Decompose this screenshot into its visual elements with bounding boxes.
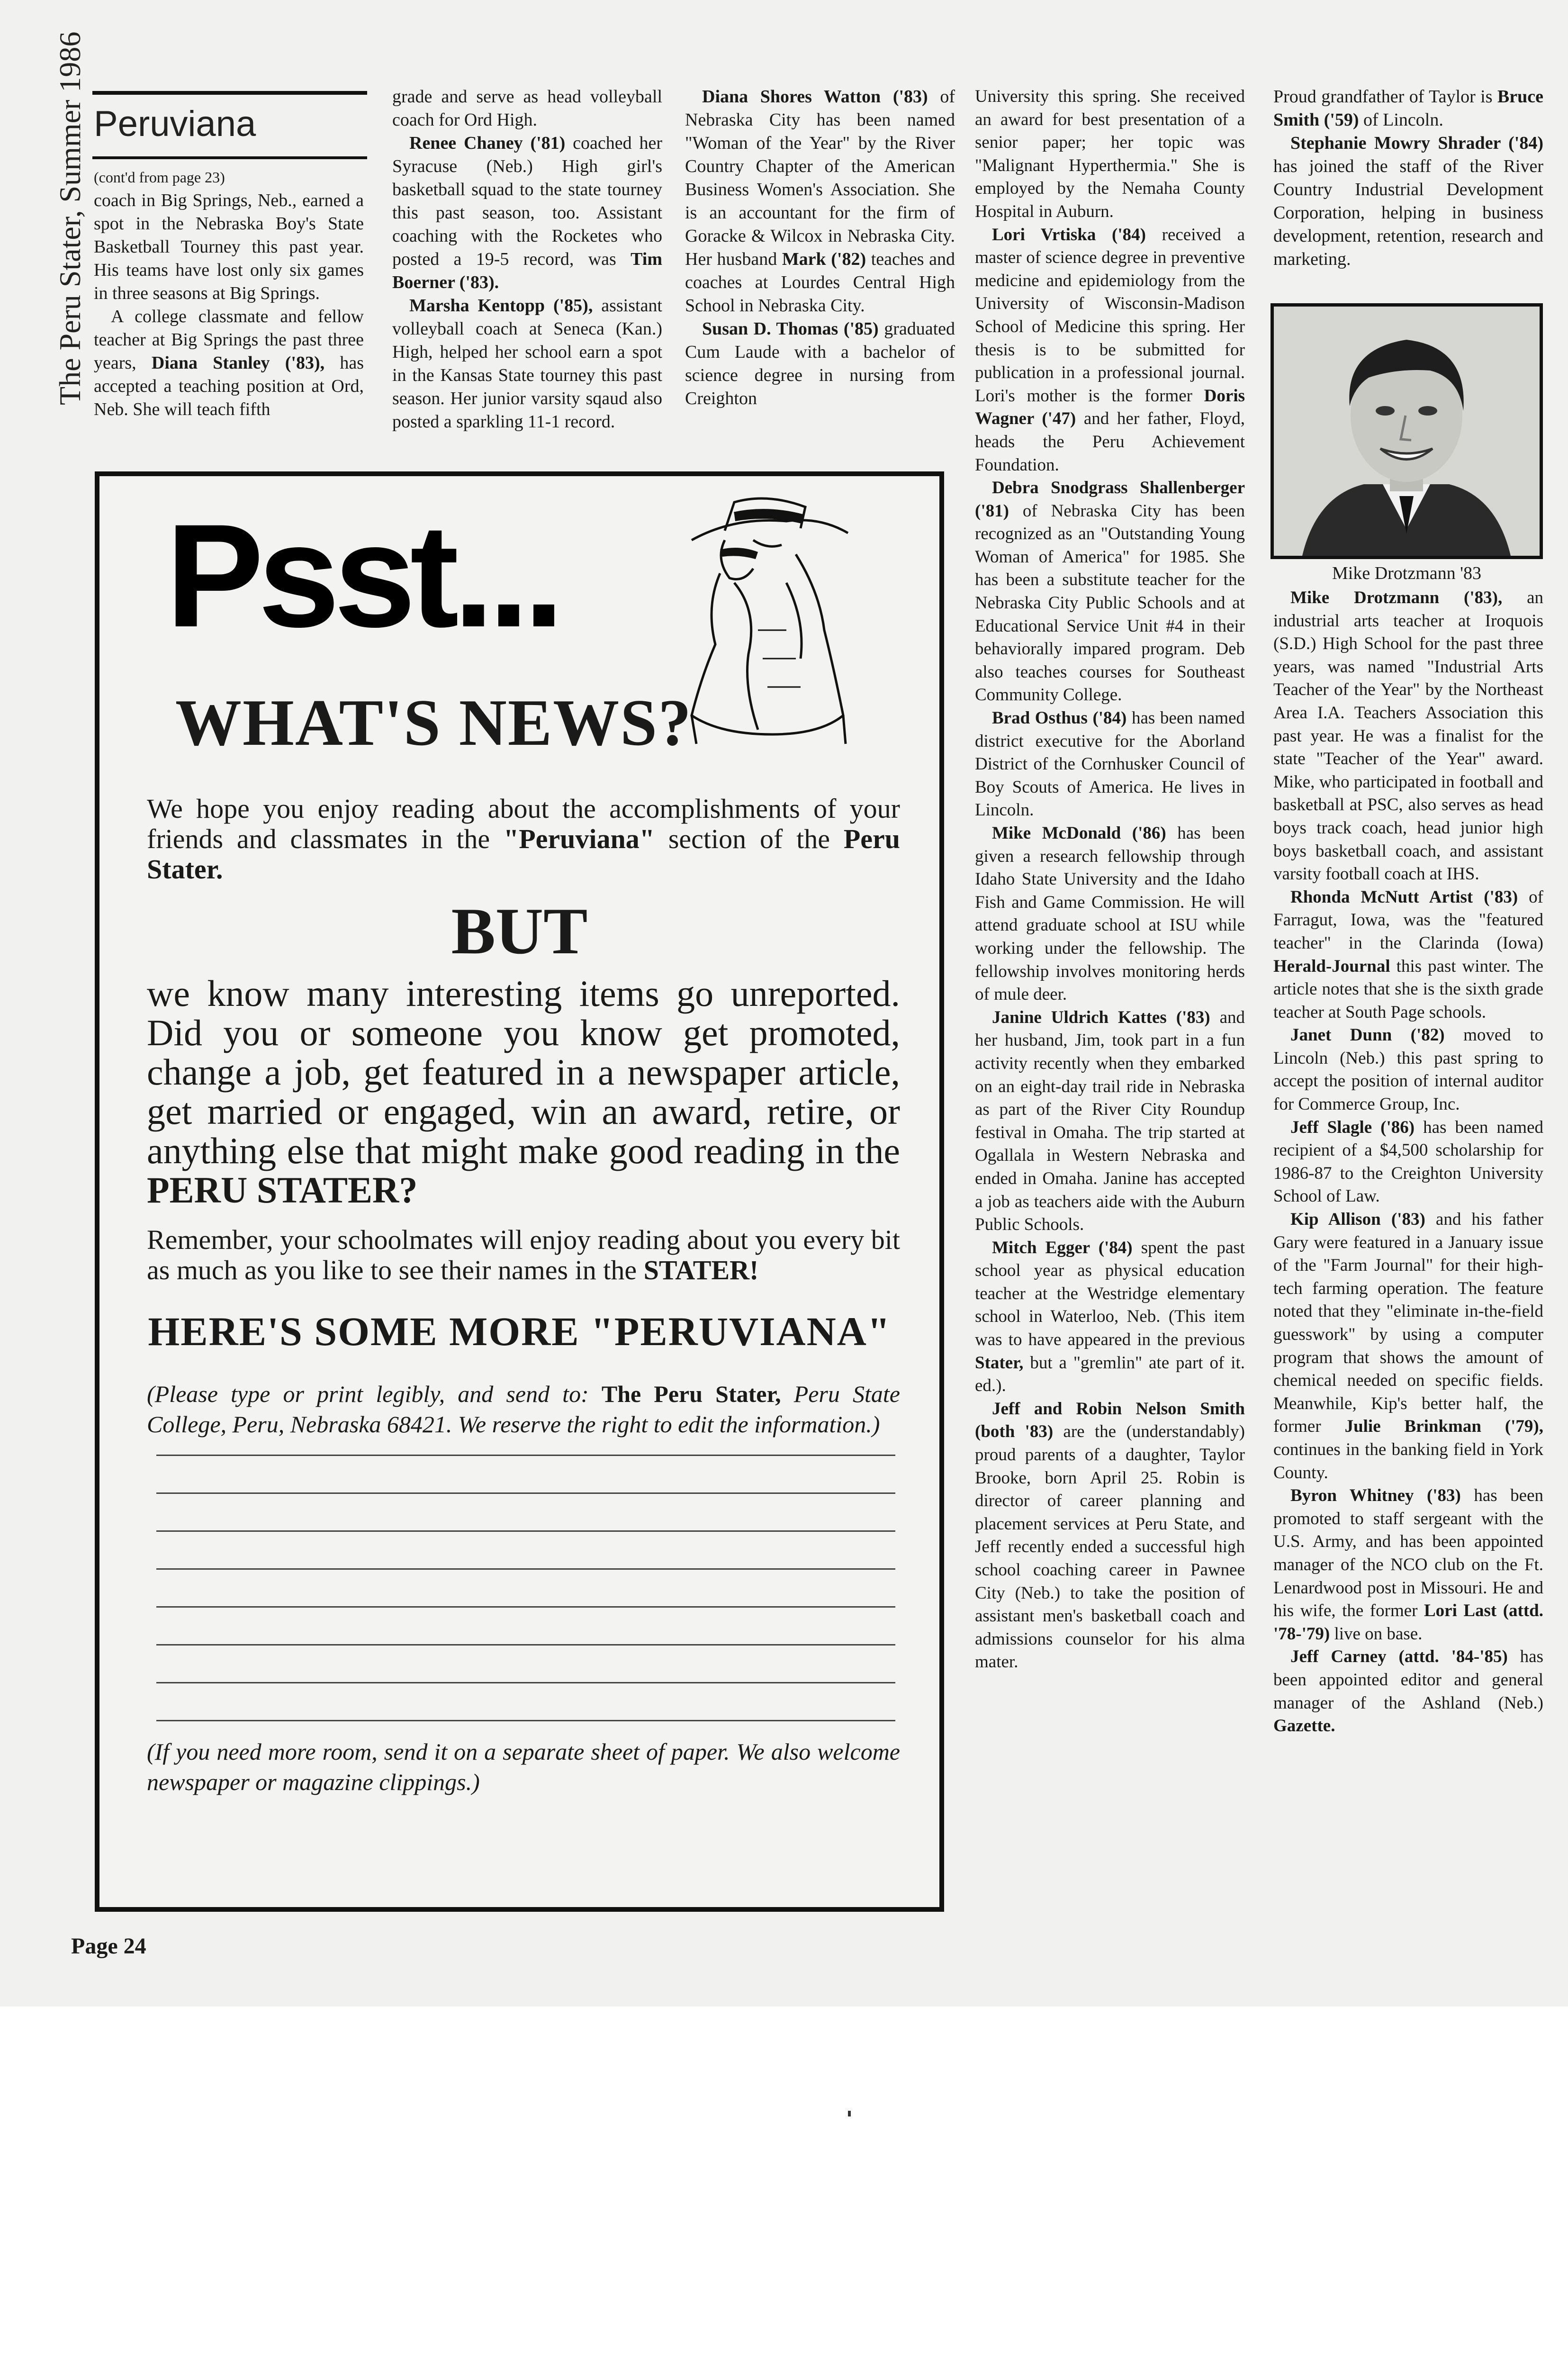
write-in-line[interactable] [156,1568,895,1570]
write-in-line[interactable] [156,1606,895,1608]
col4-para-3: Brad Osthus ('84) has been named district executive for the Aborland District of the Cornhusker Council of Boy Scouts of America. He lives in Lincoln. [975,708,1245,820]
col3-para-2: Susan D. Thomas ('85) graduated Cum Laude with a bachelor of science degree in nursing from Creighton [685,319,955,408]
whats-news-ad [95,471,944,1912]
but-heading: BUT [451,895,588,968]
footnote-text: (If you need more room, send it on a separate sheet of paper. We also welcome newspaper or magazine clippings.) [147,1738,900,1795]
column-2 [392,85,662,434]
col5-para-2: Mike Drotzmann ('83), an industrial arts teacher at Iroquois (S.D.) High School for the past three years, was named "Industrial Arts Teacher of the Year" by the Northeast Area I.A. Teachers Association this past year. He was a finalist for the state "Teacher of the Year" award. Mike, who participated in football and basketball at PSC, also serves as head boys track coach, head junior high boys basketball coach, and assistant varsity football coach at IHS. [1273,588,1543,884]
write-in-line[interactable] [156,1530,895,1532]
col4-para-2: Debra Snodgrass Shallenberger ('81) of Nebraska City has been recognized as an "Outstanding Young Woman of America" for 1985. She has been a substitute teacher for the Nebraska City Public Schools and at Educational Service Unit #4 in their behaviorally impared program. Deb also teaches courses for Southeast Community College. [975,478,1245,705]
col5-para-3: Rhonda McNutt Artist ('83) of Farragut, Iowa, was the "featured teacher" in the Clarinda (Iowa) Herald-Journal this past winter. The article notes that she is the sixth grade teacher at South Page schools. [1273,887,1543,1022]
more-peruviana-heading: HERE'S SOME MORE "PERUVIANA" [148,1309,891,1354]
photo-caption: Mike Drotzmann '83 [1332,563,1481,583]
continued-note: (cont'd from page 23) [94,169,225,186]
col5-para-8: Jeff Carney (attd. '84-'85) has been appointed editor and general manager of the Ashland (Neb.) Gazette. [1273,1647,1544,1736]
section-title: Peruviana [94,104,256,144]
col2-para-3: Marsha Kentopp ('85), assistant volleyball coach at Seneca (Kan.) High, helped her school earn a spot in the Kansas State tourney this past season. Her junior varsity sqaud also posted a sparkling 11-1 record. [392,296,662,432]
portrait-illustration [1274,307,1540,556]
column-1 [94,166,364,421]
col4-para-6: Mitch Egger ('84) spent the past school year as physical education teacher at the Westridge elementary school in Waterloo, Neb. (This item was to have appeared in the previous Stater, but a "gremlin" ate part of it. ed.). [975,1238,1245,1396]
intro-text: We hope you enjoy reading about the accomplishments of your friends and classmates in the "Peruviana" section of the Peru Stater. [147,793,900,885]
col5-para-6: Kip Allison ('83) and his father Gary were featured in a January issue of the "Farm Journal" for their high-tech farming operation. The feature noted that they "eliminate in-the-field guesswork" by using a computer program that shows the amount of chemical needed on specific fields. Meanwhile, Kip's better half, the former Julie Brinkman ('79), continues in the banking field in York County. [1273,1210,1544,1483]
whats-news-heading: WHAT'S NEWS? [175,686,693,760]
portrait-photo [1271,303,1543,559]
col5-para-5: Jeff Slagle ('86) has been named recipient of a $4,500 scholarship for 1986-87 to the Creighton University School of Law. [1273,1117,1543,1206]
col4-para-4: Mike McDonald ('86) has been given a research fellowship through Idaho State University and the Idaho Fish and Game Commission. He will attend graduate school at ISU while working under the fellowship. The fellowship involves monitoring herds of mule deer. [975,823,1245,1004]
column-3 [685,85,955,410]
write-in-line[interactable] [156,1492,895,1494]
title-top-rule [92,91,367,95]
col1-para-1: coach in Big Springs, Neb., earned a spot in the Nebraska Boy's State Basketball Tourney this past year. His teams have lost only six games in three seasons at Big Springs. [94,190,364,303]
paper-speck [848,2111,851,2116]
col5-para-0: Proud grandfather of Taylor is Bruce Smith ('59) of Lincoln. [1273,87,1543,130]
col4-para-0: University this spring. She received an award for best presentation of a senior paper; her topic was "Malignant Hyperthermia." She is employed by the Nemaha County Hospital in Auburn. [975,87,1245,221]
column-5-top [1273,85,1543,271]
instructions-text: (Please type or print legibly, and send to: The Peru Stater, Peru State College, Peru, Nebraska 68421. We reserve the right to edit the information.) [147,1381,900,1438]
write-in-line[interactable] [156,1720,895,1721]
col3-para-1: Diana Shores Watton ('83) of Nebraska City has been named "Woman of the Year" by the River Country Chapter of the American Business Women's Association. She is an accountant for the firm of Goracke & Wilcox in Nebraska City. Her husband Mark ('82) teaches and coaches at Lourdes Central High School in Nebraska City. [685,87,955,316]
col2-para-2: Renee Chaney ('81) coached her Syracuse (Neb.) High girl's basketball squad to the state tourney this past season, too. Assistant coaching with the Rocketes who posted a 19-5 record, was Tim Boerner ('83). [392,133,662,292]
remember-text: Remember, your schoolmates will enjoy reading about you every bit as much as you like to see their names in the STATER! [147,1224,900,1285]
spy-illustration [663,488,862,753]
col4-para-1: Lori Vrtiska ('84) received a master of science degree in preventive medicine and epidemiology from the University of Wisconsin-Madison School of Medicine this spring. Her thesis is to be submitted for publication in a professional journal. Lori's mother is the former Doris Wagner ('47) and her father, Floyd, heads the Peru Achievement Foundation. [975,225,1245,475]
write-in-line[interactable] [156,1455,895,1456]
psst-headline: Psst... [166,493,559,658]
title-bottom-rule [92,156,367,159]
col1-para-2: A college classmate and fellow teacher at Big Springs the past three years, Diana Stanley ('83), has accepted a teaching position at Ord, Neb. She will teach fifth [94,307,364,419]
col2-para-1: grade and serve as head volleyball coach for Ord High. [392,87,662,130]
column-4 [975,85,1245,1674]
col4-para-7: Jeff and Robin Nelson Smith (both '83) are the (understandably) proud parents of a daughter, Taylor Brooke, born April 25. Robin is director of career planning and placement services at Peru State, and Jeff recently ended a successful high school coaching career in Pawnee City (Neb.) to take the position of assistant men's basketball coach and admissions counselor for his alma mater. [975,1399,1245,1672]
page-number: Page 24 [71,1934,146,1959]
write-in-line[interactable] [156,1644,895,1646]
vertical-masthead: The Peru Stater, Summer 1986 [53,31,87,405]
col5-para-4: Janet Dunn ('82) moved to Lincoln (Neb.) this past spring to accept the position of internal auditor for Commerce Group, Inc. [1273,1025,1543,1114]
col5-para-7: Byron Whitney ('83) has been promoted to staff sergeant with the U.S. Army, and has been appointed manager of the NCO club on the Ft. Lenardwood post in Missouri. He and his wife, the former Lori Last (attd. '78-'79) live on base. [1273,1486,1543,1644]
write-in-line[interactable] [156,1682,895,1683]
unreported-text: we know many interesting items go unreported. Did you or someone you know get promoted, change a job, get featured in a newspaper article, get married or engaged, win an award, retire, or anything else that might make good reading in the PERU STATER? [147,973,900,1211]
column-5-bottom [1273,587,1543,1738]
col5-para-1: Stephanie Mowry Shrader ('84) has joined the staff of the River Country Industrial Development Corporation, helping in business development, retention, research and marketing. [1273,133,1543,269]
col4-para-5: Janine Uldrich Kattes ('83) and her husband, Jim, took part in a fun activity recently when they embarked on an eight-day trail ride in Nebraska as part of the River City Roundup festival in Omaha. The trip started at Ogallala in Western Nebraska and ended in Omaha. Janine has accepted a job as teachers aide with the Auburn Public Schools. [975,1007,1245,1235]
